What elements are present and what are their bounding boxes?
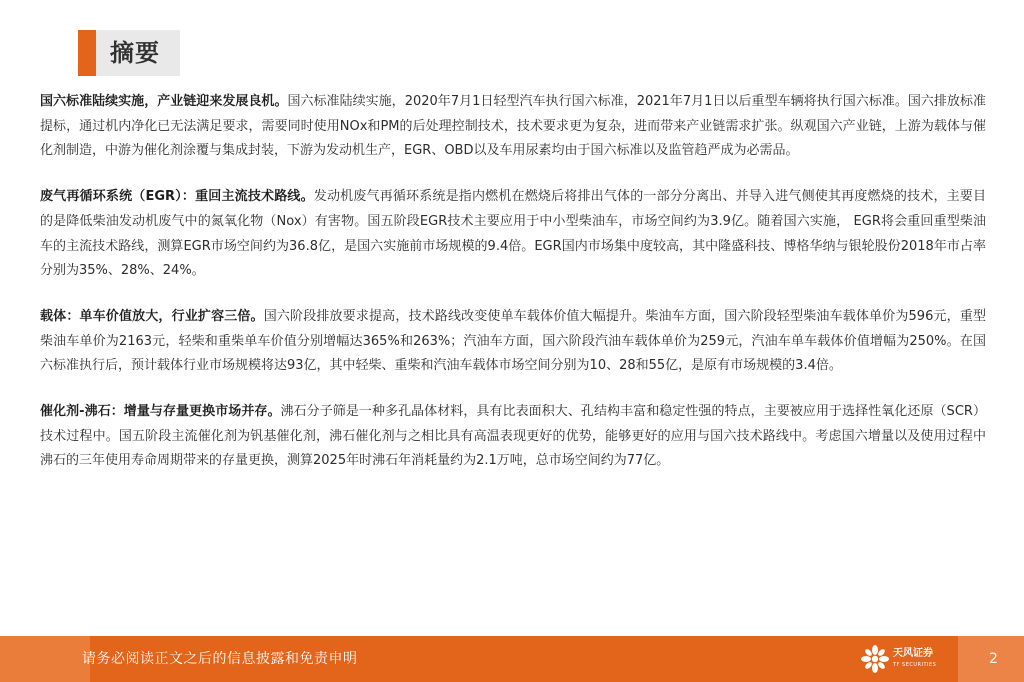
summary-paragraph (40, 185, 986, 284)
summary-content (40, 90, 986, 495)
summary-paragraph (40, 400, 986, 474)
page-title: 摘要 (110, 39, 160, 67)
summary-paragraph (40, 305, 986, 379)
brand-logo (860, 644, 944, 676)
disclaimer-text: 请务必阅读正文之后的信息披露和免责申明 (82, 651, 358, 667)
footer-bar (0, 636, 1024, 682)
paragraph-lead: 国六标准陆续实施，产业链迎来发展良机。 (40, 94, 288, 109)
logo-name: 天风证券 (893, 648, 933, 659)
page-number: 2 (989, 651, 998, 667)
summary-paragraph (40, 90, 986, 164)
section-title-block (78, 30, 180, 76)
logo-name-en: TF SECURITIES (893, 662, 937, 668)
paragraph-body: 发动机废气再循环系统是指内燃机在燃烧后将排出气体的一部分分离出、并导入进气侧使其再度燃烧的技术，主要目的是降低柴油发动机废气中的氮氧化物（Nox）有害物。国五阶段EGR技术主要应用于中小型柴油车，市场空间约为3.9亿。随着国六实施， EGR将会重回重型柴油车的主流技术路线，测算EGR市场空间约为36.8亿，是国六实施前市场规模的9.4倍。EGR国内市场集中度较高，其中隆盛科技、博格华纳与银轮股份2018年市占率分别为35%、28%、24%。 (40, 189, 986, 279)
paragraph-lead: 催化剂-沸石：增量与存量更换市场并存。 (40, 404, 281, 420)
title-accent-bar (78, 30, 96, 76)
paragraph-body: 国六阶段排放要求提高，技术路线改变使单车载体价值大幅提升。柴油车方面，国六阶段轻型柴油车载体单价为596元，重型柴油车单价为2163元，轻柴和重柴单车价值分别增幅达365%和263%；汽油车方面，国六阶段汽油车载体单价为259元，汽油车单车载体价值增幅为250%。在国六标准执行后，预计载体行业市场规模将达93亿，其中轻柴、重柴和汽油车载体市场空间分别为10、28和55亿，是原有市场规模的3.4倍。 (40, 308, 986, 374)
paragraph-lead: 载体：单车价值放大，行业扩容三倍。 (40, 308, 264, 324)
paragraph-body: 国六标准陆续实施，2020年7月1日轻型汽车执行国六标准，2021年7月1日以后重型车辆将执行国六标准。国六排放标准提标，通过机内净化已无法满足要求，需要同时使用NOx和PM的后处理控制技术，技术要求更为复杂，进而带来产业链需求扩张。纵观国六产业链，上游为载体与催化剂制造，中游为催化剂涂覆与集成封装，下游为发动机生产，EGR、OBD以及车用尿素均由于国六标准以及监管趋严成为必需品。 (40, 94, 986, 159)
flower-logo-icon (860, 644, 890, 674)
paragraph-lead: 废气再循环系统（EGR）：重回主流技术路线。 (40, 189, 314, 205)
footer-accent (0, 636, 90, 682)
paragraph-body: 沸石分子筛是一种多孔晶体材料，具有比表面积大、孔结构丰富和稳定性强的特点，主要被应用于选择性氧化还原（SCR）技术过程中。国五阶段主流催化剂为钒基催化剂，沸石催化剂与之相比具有高温表现更好的优势，能够更好的应用与国六技术路线中。考虑国六增量以及使用过程中沸石的三年使用寿命周期带来的存量更换，测算2025年时沸石年消耗量约为2.1万吨，总市场空间约为77亿。 (40, 404, 986, 469)
